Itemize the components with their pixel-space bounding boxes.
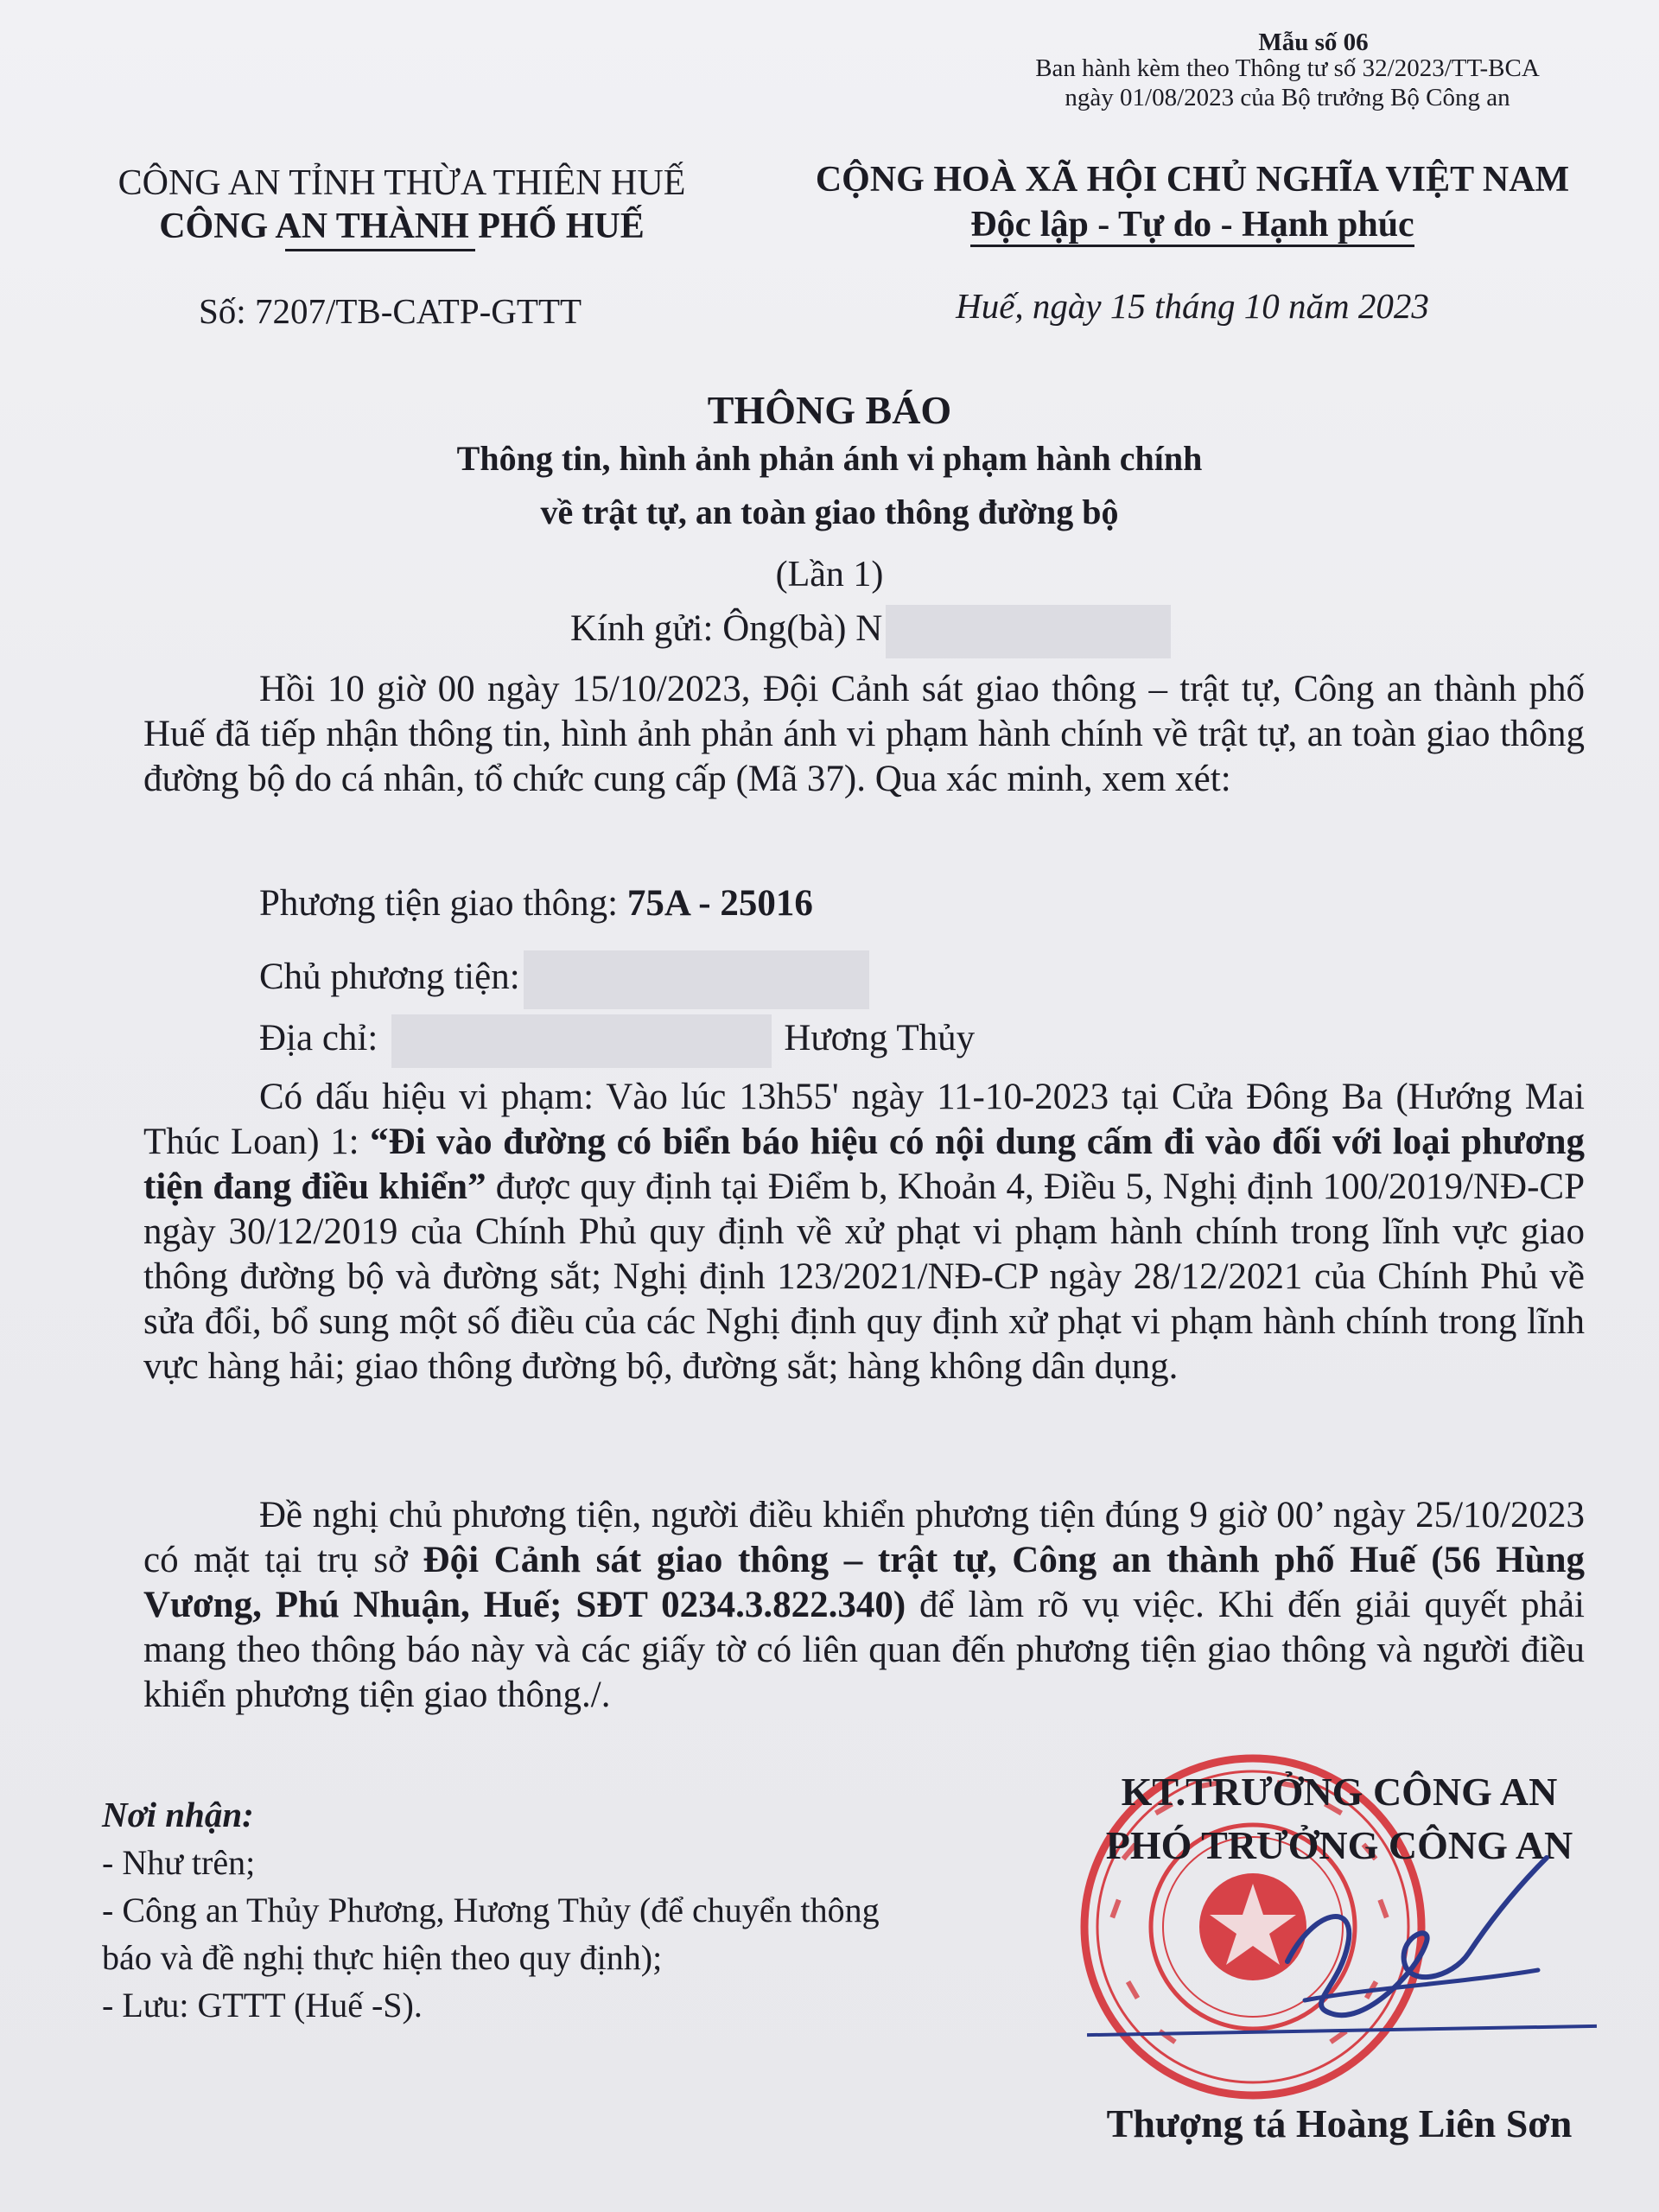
agency-name: CÔNG AN THÀNH PHỐ HUẾ [159,207,645,246]
violation-paragraph [143,1075,1585,1389]
owner-line [259,950,869,1009]
place-date: Huế, ngày 15 tháng 10 năm 2023 [956,286,1429,326]
request-paragraph [143,1493,1585,1718]
recipients-heading: Nơi nhận: [102,1795,254,1834]
signature-title-2: PHÓ TRƯỞNG CÔNG AN [1105,1823,1573,1867]
recipients-block [102,1790,931,2029]
signer-name: Thượng tá Hoàng Liên Sơn [1106,2101,1573,2145]
violation-pre: Có dấu hiệu vi phạm: Vào lúc 13h55' ngày 11-10-2023 tại Cửa Đông Ba (Hướng Mai Thúc Loan) 1: [143,1077,1585,1162]
recipient-3: - Lưu: GTTT (Huế -S). [102,1986,423,2024]
request-post: để làm rõ vụ việc. Khi đến giải quyết phải mang theo thông báo này và các giấy tờ có liên quan đến phương tiện giao thông và người điều khiển phương tiện giao thông./. [143,1585,1585,1715]
addressee-label: Kính gửi: Ông(bà) N [570,607,883,649]
vehicle-plate: 75A - 25016 [626,883,813,924]
nation-motto [760,202,1624,247]
address-suffix: Hương Thủy [784,1017,976,1058]
notice-subtitle-2: về trật tự, an toàn giao thông đường bộ [540,493,1119,531]
request-pre: Đề nghị chủ phương tiện, người điều khiển phương tiện đúng 9 giờ 00’ ngày 25/10/2023 có mặt tại trụ sở [143,1495,1585,1580]
request-bold: Đội Cảnh sát giao thông – trật tự, Công an thành phố Huế (56 Hùng Vương, Phú Nhuận, Huế; SĐT 0234.3.822.340) [143,1540,1585,1625]
nation-name: CỘNG HOÀ XÃ HỘI CHỦ NGHĨA VIỆT NAM [815,160,1570,200]
recipient-1: - Như trên; [102,1843,256,1882]
addressee-redaction [886,605,1171,658]
notice-subtitle-1: Thông tin, hình ảnh phản ánh vi phạm hành chính [456,439,1203,478]
violation-bold: “Đi vào đường có biển báo hiệu có nội dung cấm đi vào đối với loại phương tiện đang điều khiển” [143,1122,1585,1207]
owner-label: Chủ phương tiện: [259,956,520,997]
form-issued-line2: ngày 01/08/2023 của Bộ trưởng Bộ Công an [1065,84,1510,111]
owner-redaction [524,950,869,1009]
vehicle-label: Phương tiện giao thông: [259,883,627,924]
vehicle-line [259,881,813,926]
notice-title: THÔNG BÁO [707,388,952,432]
form-issued-line1: Ban hành kèm theo Thông tư số 32/2023/TT-BCA [1035,54,1540,82]
intro-paragraph: Hồi 10 giờ 00 ngày 15/10/2023, Đội Cảnh sát giao thông – trật tự, Công an thành phố Huế đã tiếp nhận thông tin, hình ảnh phản ánh vi phạm hành chính về trật tự, an toàn giao thông đường bộ do cá nhân, tổ chức cung cấp (Mã 37). Qua xác minh, xem xét: [143,669,1585,799]
addressee [570,605,1171,658]
notice-round: (Lần 1) [775,555,884,594]
motto-text: Độc lập - Tự do - Hạnh phúc [970,205,1414,247]
address-redaction [391,1014,772,1068]
recipient-2: - Công an Thủy Phương, Hương Thủy (để chuyển thông báo và đề nghị thực hiện theo quy định); [102,1891,880,1977]
form-number: Mẫu số 06 [1258,29,1369,56]
address-line [259,1014,975,1068]
agency-parent: CÔNG AN TỈNH THỪA THIÊN HUẾ [118,163,686,203]
violation-post: được quy định tại Điểm b, Khoản 4, Điều 5, Nghị định 100/2019/NĐ-CP ngày 30/12/2019 của Chính Phủ quy định về xử phạt vi phạm hành chính trong lĩnh vực giao thông đường bộ và đường sắt; Nghị định 123/2021/NĐ-CP ngày 28/12/2021 của Chính Phủ về sửa đổi, bổ sung một số điều của các Nghị định quy định xử phạt vi phạm hành chính trong lĩnh vực hàng hải; giao thông đường bộ, đường sắt; hàng không dân dụng. [143,1166,1585,1387]
agency-underline [285,249,475,251]
signature-title-1: KT.TRƯỞNG CÔNG AN [1121,1770,1558,1814]
document-number: Số: 7207/TB-CATP-GTTT [199,291,582,331]
handwritten-signature [1253,1840,1564,2048]
address-label: Địa chỉ: [259,1017,378,1058]
